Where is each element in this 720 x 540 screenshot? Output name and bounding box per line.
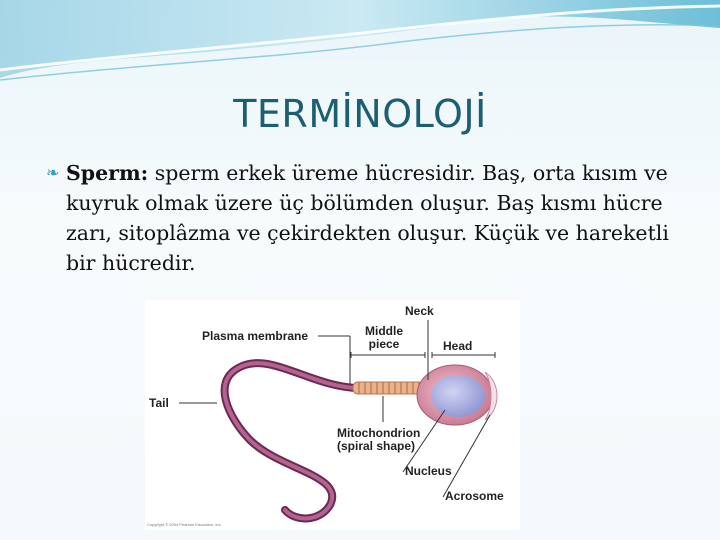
bullet-icon: ❧: [46, 163, 60, 182]
label-tail: Tail: [149, 396, 169, 410]
sperm-diagram: [145, 300, 520, 530]
label-mitochondrion: Mitochondrion (spiral shape): [337, 426, 421, 453]
nucleus-shape: [431, 375, 485, 417]
bullet-term: Sperm:: [66, 161, 149, 185]
bullet-text: sperm erkek üreme hücresidir. Baş, orta kısım ve kuyruk olmak üzere üç bölümden oluşur. Baş kısmı hücre zarı, sitoplâzma ve çekirdekten oluşur. Küçük ve hareketli bir hücredir.: [66, 161, 669, 275]
label-plasma-membrane: Plasma membrane: [202, 329, 309, 343]
bullet-paragraph: [48, 158, 688, 278]
figure-credit: Copyright © 2004 Pearson Education, Inc.: [147, 522, 222, 527]
label-neck: Neck: [405, 304, 434, 318]
header-wave-decoration: [0, 0, 720, 90]
slide-title: TERMİNOLOJİ: [233, 92, 487, 136]
label-middle-piece: Middle piece: [365, 324, 403, 351]
label-head: Head: [443, 339, 473, 353]
label-acrosome: Acrosome: [445, 489, 504, 503]
label-nucleus: Nucleus: [405, 464, 452, 478]
